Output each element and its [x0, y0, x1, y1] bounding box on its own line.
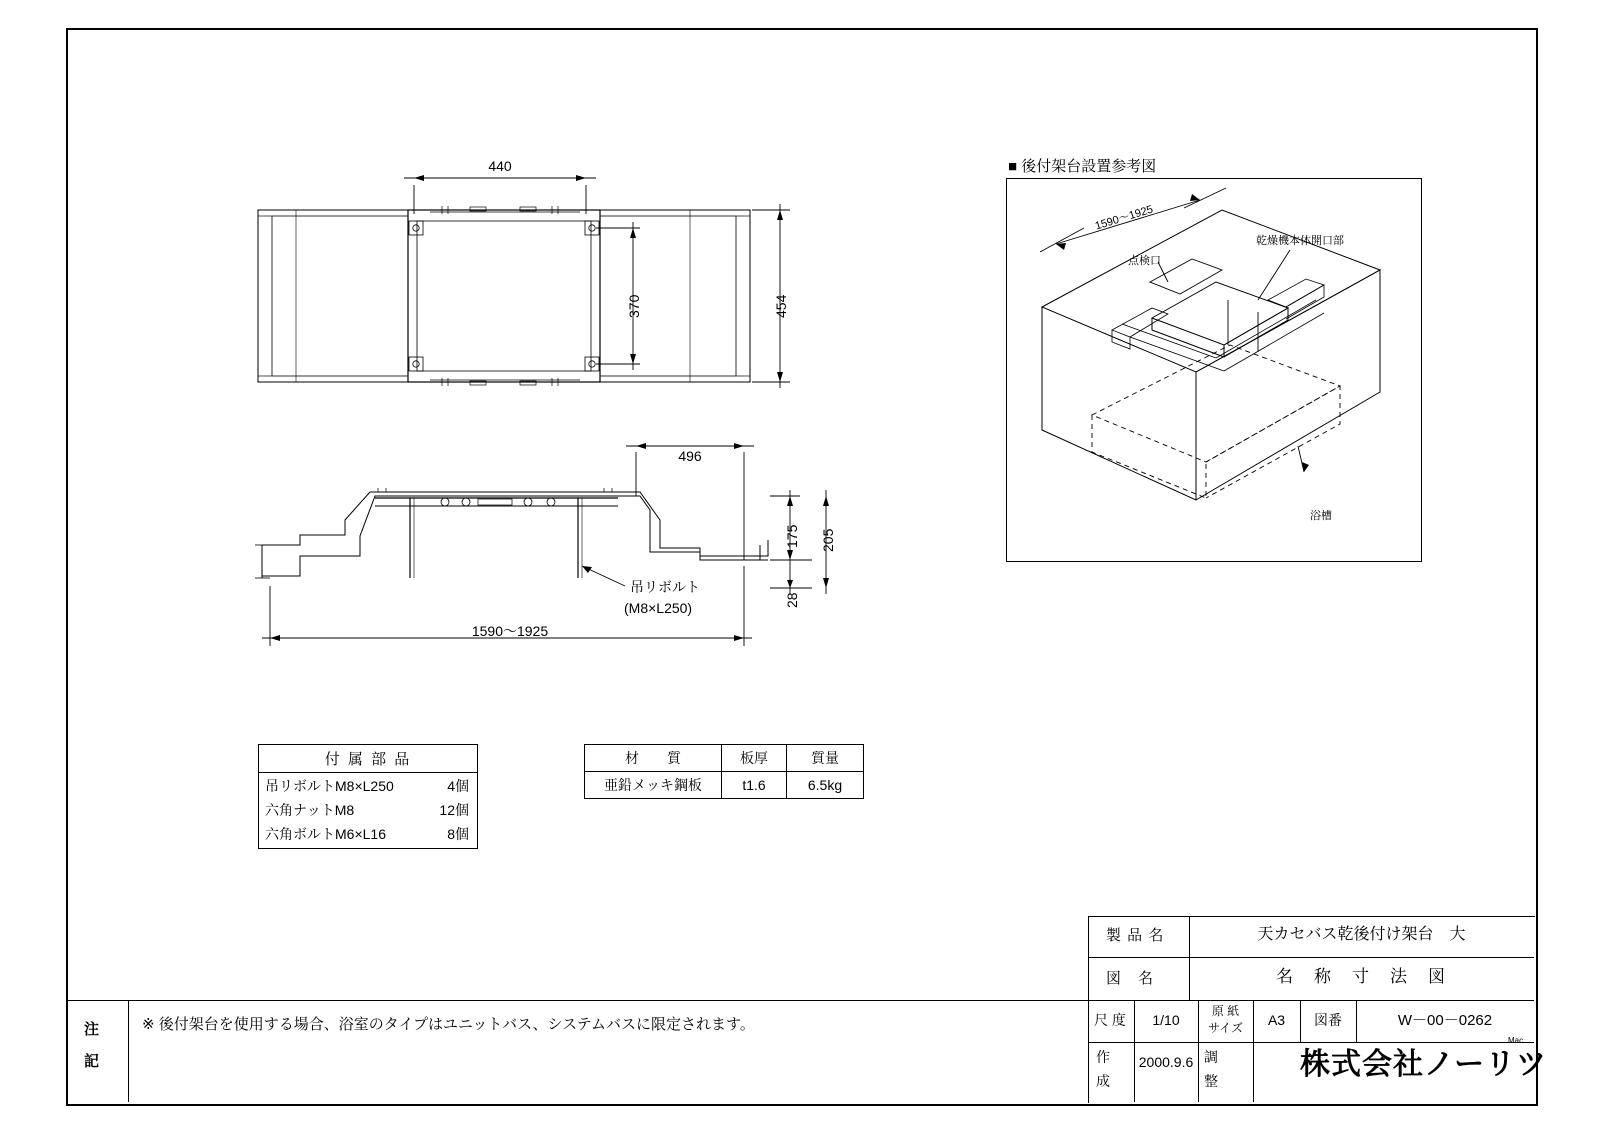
created-label-2: 成 — [1096, 1073, 1110, 1089]
drawing-name-value: 名 称 寸 法 図 — [1276, 967, 1447, 986]
paper-size-label-1: 原 紙 — [1211, 1004, 1240, 1018]
dim-370-label: 370 — [626, 294, 642, 318]
material-header: 材 質 — [585, 745, 722, 772]
dim-496-label: 496 — [678, 448, 702, 464]
product-name-label: 製 品 名 — [1106, 927, 1165, 944]
adjust-label-2: 整 — [1204, 1073, 1218, 1089]
drawing-number-label: 図番 — [1314, 1012, 1342, 1028]
dim-454-label: 454 — [773, 294, 789, 318]
company-name: 株式会社ノーリツ — [1300, 1048, 1548, 1081]
drawing-number-value: W－00－0262 — [1397, 1012, 1493, 1029]
corner-mark: Mac — [1508, 1036, 1524, 1045]
adjust-label-1: 調 — [1204, 1049, 1218, 1065]
mass-value: 6.5kg — [787, 772, 864, 799]
notes-text: ※ 後付架台を使用する場合、浴室のタイプはユニットバス、システムバスに限定されます。 — [142, 1016, 755, 1033]
notes-label-1: 注 — [84, 1021, 100, 1038]
dim-205-label: 205 — [820, 528, 836, 552]
thickness-header: 板厚 — [722, 745, 787, 772]
dryer-opening-label: 乾燥機本体開口部 — [1256, 235, 1344, 247]
mass-header: 質量 — [787, 745, 864, 772]
dim-175-label: 175 — [784, 524, 800, 548]
parts-row-name: 六角ナットM8 — [265, 802, 355, 818]
inspection-opening-label: 点検口 — [1128, 255, 1161, 267]
parts-row-name: 六角ボルトM6×L16 — [265, 826, 386, 842]
scale-label: 尺 度 — [1094, 1012, 1126, 1028]
parts-table-title: 付 属 部 品 — [259, 745, 478, 773]
reference-heading: ■ 後付架台設置参考図 — [1008, 158, 1157, 175]
parts-row-qty: 12個 — [439, 802, 469, 818]
parts-row-qty: 8個 — [447, 826, 469, 842]
notes-label-2: 記 — [84, 1053, 100, 1070]
created-label-1: 作 — [1096, 1049, 1110, 1065]
dim-28-label: 28 — [784, 592, 800, 608]
bathtub-label: 浴槽 — [1310, 510, 1332, 522]
iso-span-label: 1590〜1925 — [1093, 203, 1155, 233]
hanger-bolt-label: 吊リボルト — [630, 579, 700, 595]
dim-span-label: 1590〜1925 — [471, 623, 549, 639]
material-table — [584, 744, 864, 799]
created-value: 2000.9.6 — [1138, 1054, 1194, 1070]
scale-value: 1/10 — [1152, 1012, 1180, 1028]
paper-size-value: A3 — [1267, 1012, 1286, 1028]
parts-row-name: 吊リボルトM8×L250 — [265, 778, 394, 794]
paper-size-label-2: サイズ — [1207, 1021, 1244, 1035]
product-name-value: 天カセバス乾後付け架台 大 — [1257, 926, 1466, 943]
parts-table — [258, 744, 478, 849]
parts-row-qty: 4個 — [447, 778, 469, 794]
drawing-name-label: 図 名 — [1106, 970, 1155, 987]
dim-440-label: 440 — [488, 158, 512, 174]
thickness-value: t1.6 — [722, 772, 787, 799]
material-value: 亜鉛メッキ鋼板 — [585, 772, 722, 799]
hanger-bolt-spec: (M8×L250) — [624, 600, 693, 616]
